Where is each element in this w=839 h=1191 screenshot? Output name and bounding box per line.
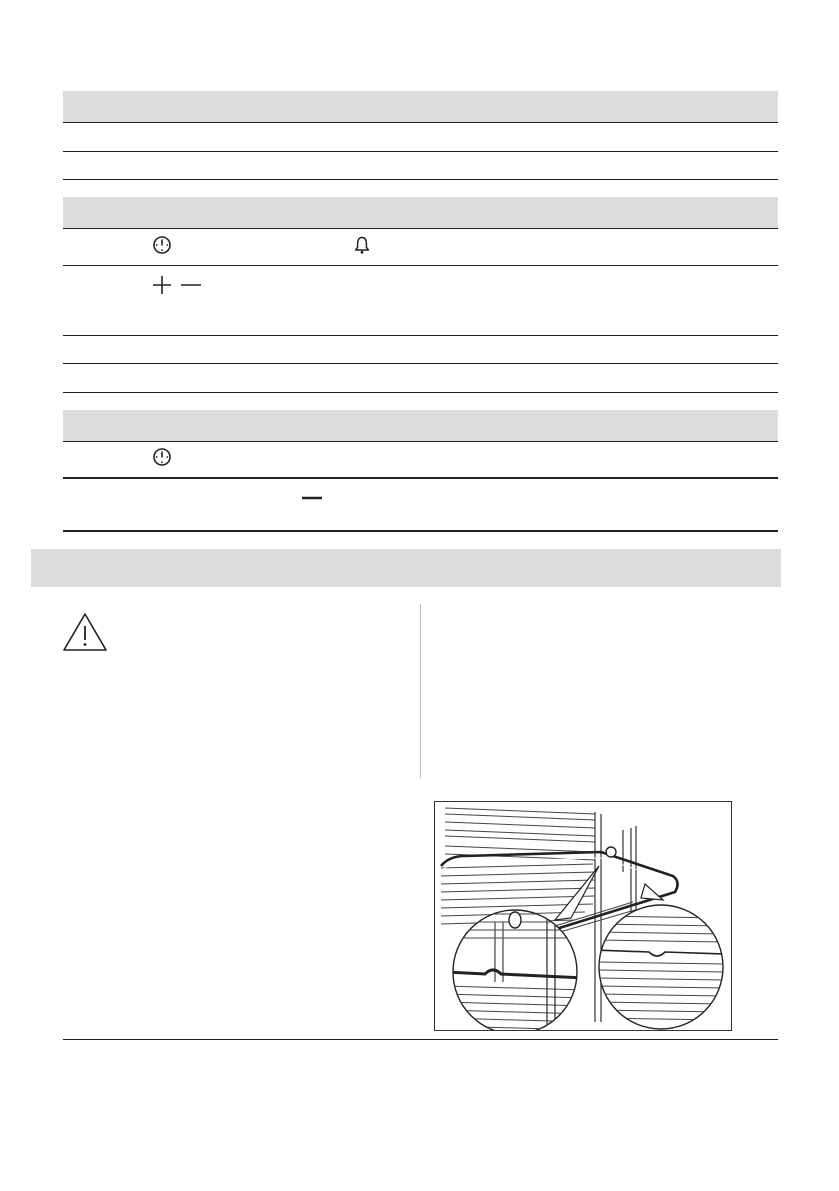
table3-header (63, 410, 778, 441)
clock-icon (152, 235, 172, 255)
warning-triangle-icon (62, 612, 108, 652)
table2-rule-2 (63, 265, 778, 266)
minus-icon (180, 275, 202, 295)
table3-rule-2 (63, 477, 778, 479)
clock-icon (152, 447, 172, 467)
bottom-rule (63, 1039, 778, 1040)
table2-rule-4 (63, 363, 778, 364)
table2-rule-3 (63, 335, 778, 336)
table1-rule-2 (63, 151, 778, 152)
minus-icon (300, 488, 324, 508)
table2-header (63, 197, 778, 228)
plus-icon (152, 275, 172, 295)
table3-rule-3 (63, 530, 778, 532)
column-divider (420, 604, 421, 778)
table1-header (63, 91, 778, 122)
oven-shelf-illustration (434, 801, 732, 1031)
table1-rule-1 (63, 122, 778, 123)
bell-icon (352, 235, 372, 255)
section-title-bar (31, 549, 781, 587)
table2-rule-5 (63, 392, 778, 393)
table3-rule-1 (63, 441, 778, 442)
table1-rule-3 (63, 179, 778, 180)
table2-rule-1 (63, 228, 778, 229)
